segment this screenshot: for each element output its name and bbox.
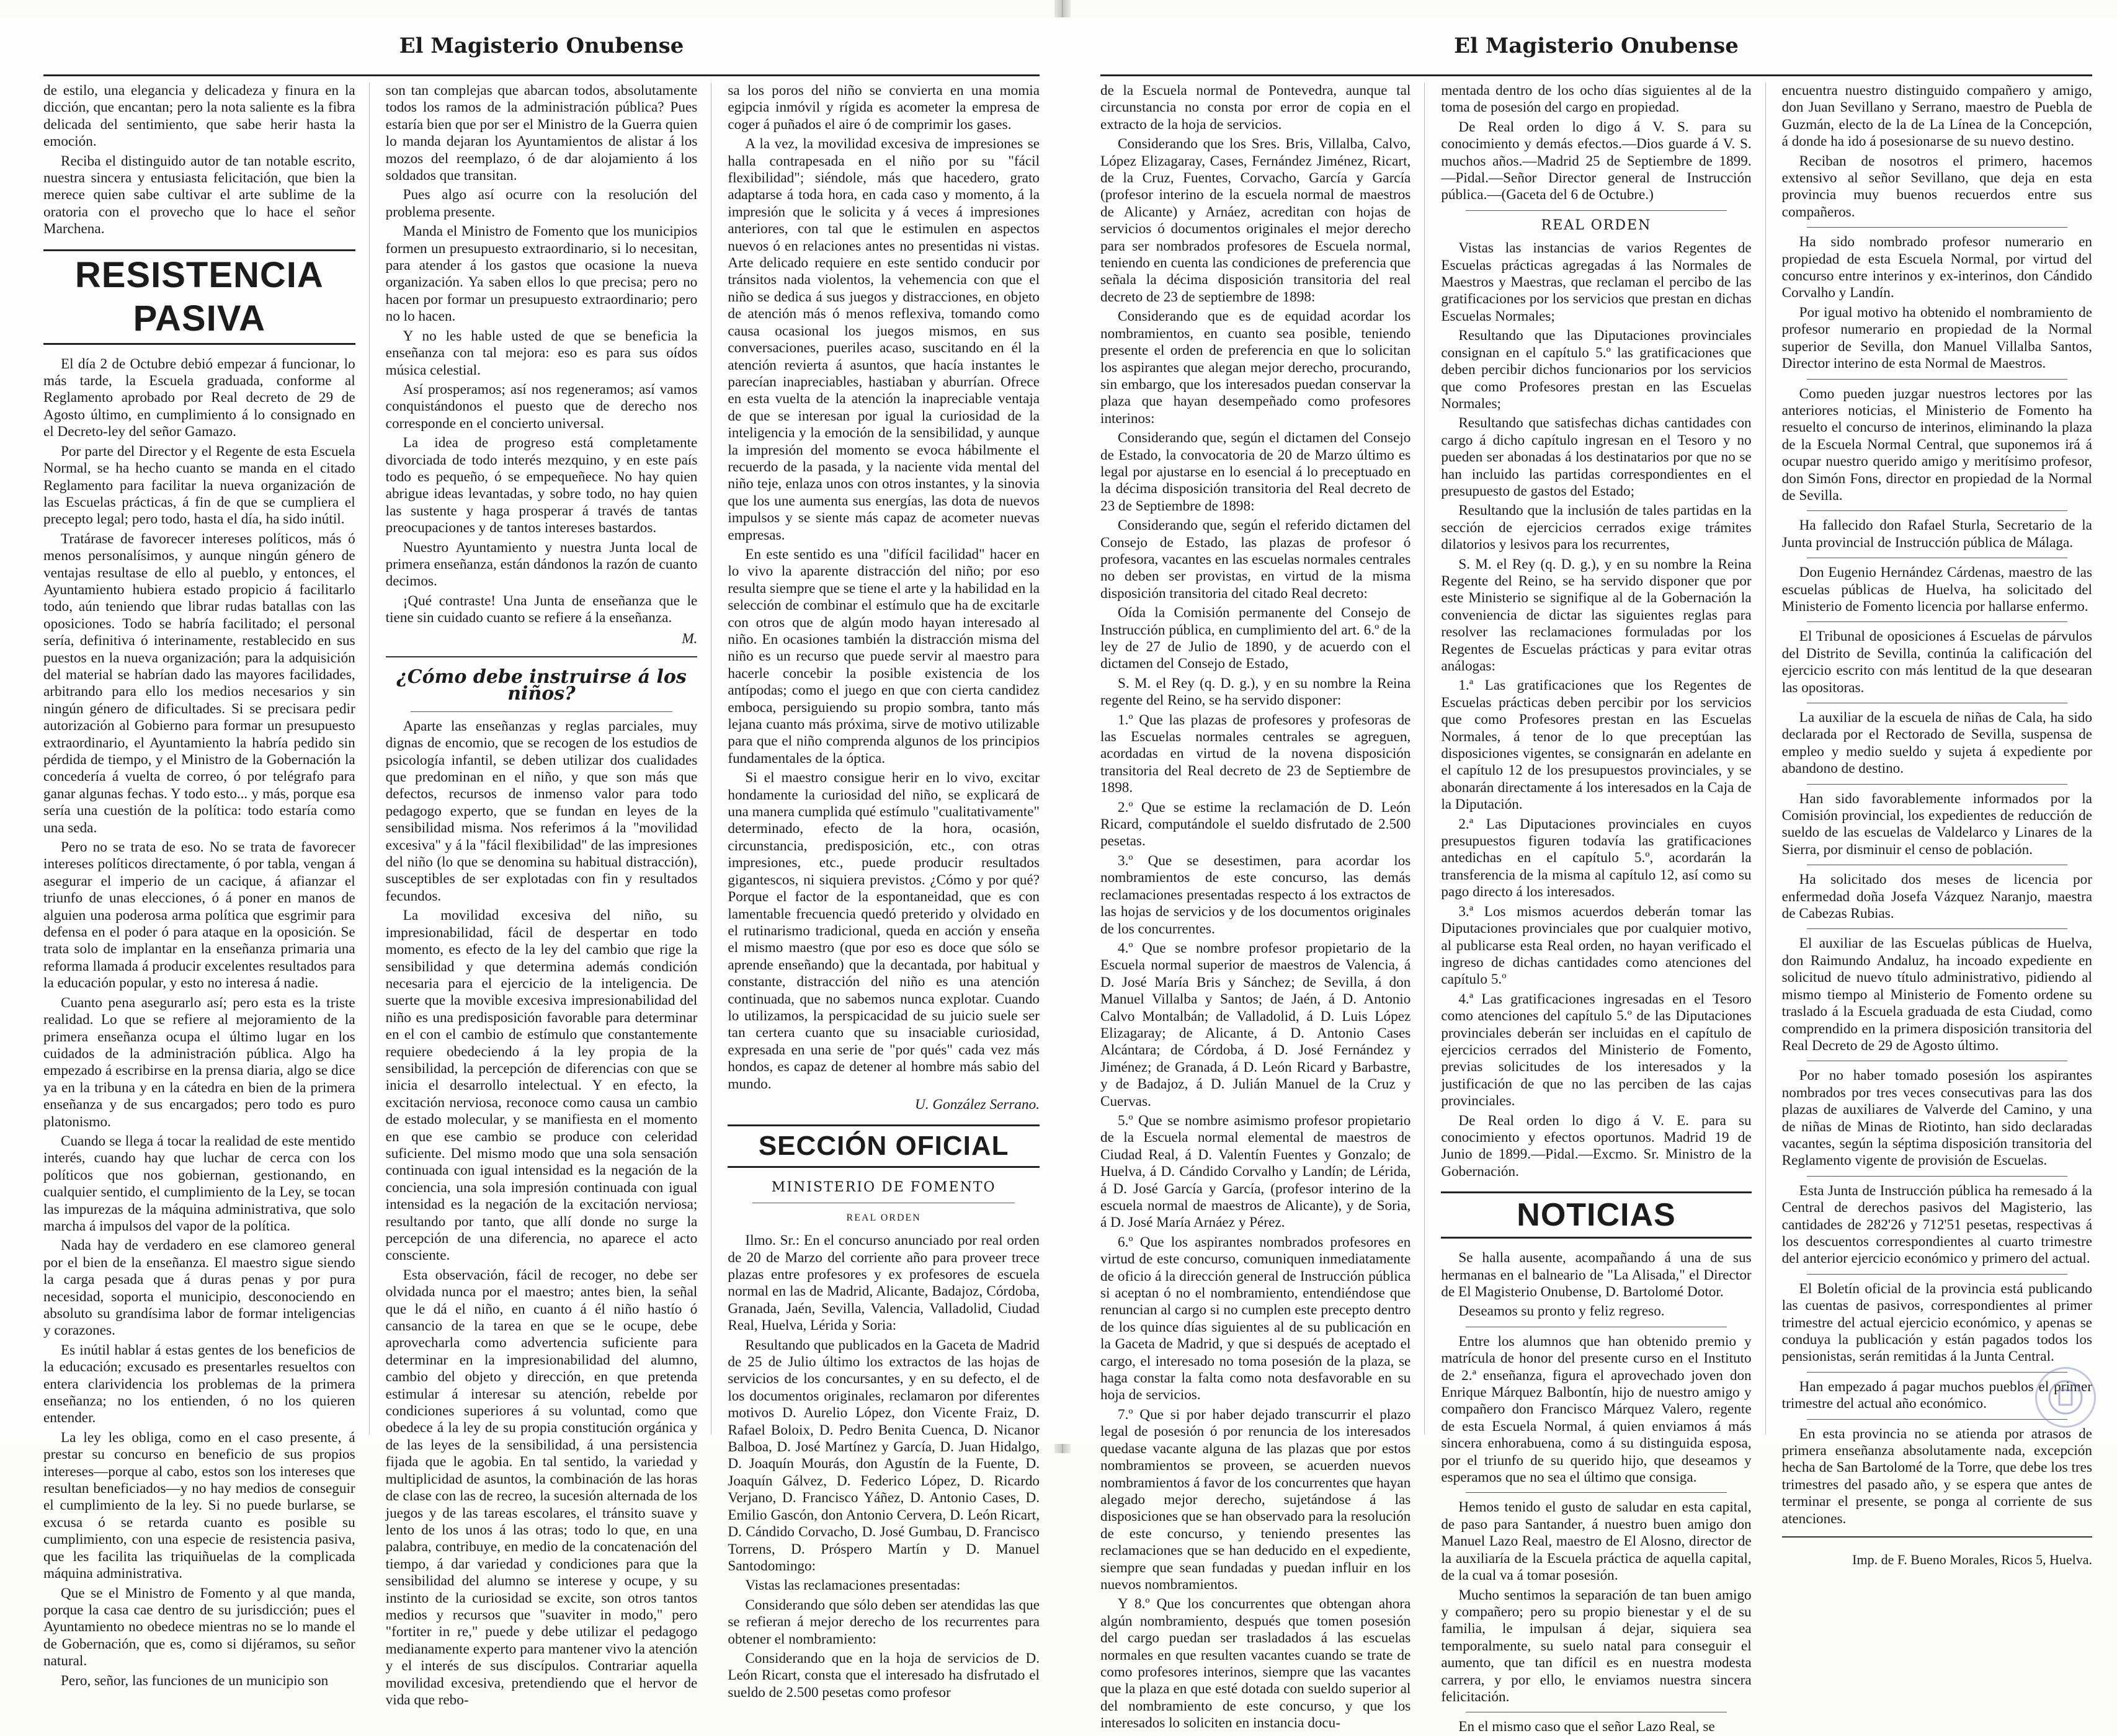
paragraph: La auxiliar de la escuela de niñas de Cala, ha sido declarada por el Rectorado de Sevilla, suspensa de empleo y medio sueldo y sujeta á expediente por abandono de destino. [1781, 710, 2092, 777]
right-column-2 [1441, 82, 1765, 1735]
paragraph: 4.ª Las gratificaciones ingresadas en el Tesoro como atenciones del capítulo 5.º de las Diputaciones provinciales deberán ser incluidas en el capítulo de ejercicios cerrados del Ministerio de Fomento, previas solicitudes de los interesados y la justificación de que no las perciben de las cajas provinciales. [1441, 990, 1752, 1110]
masthead-left [43, 17, 1040, 76]
news-divider [1807, 1372, 2067, 1373]
paragraph: Oída la Comisión permanente del Consejo de Instrucción pública, en cumplimiento del art. 6.º de la ley de 27 de Julio de 1890, y de acuerdo con el dictamen del Consejo de Estado, [1100, 605, 1411, 672]
paragraph: Reciba el distinguido autor de tan notable escrito, nuestra sincera y entusiasta felicitación, que bien la merece quien sabe cultivar el arte sublime de la oratoria con el provecho que lo hace el señor Marchena. [43, 153, 355, 238]
paragraph: Pero, señor, las funciones de un municipio son [61, 1672, 329, 1689]
paragraph: Reciban de nosotros el primero, hacemos extensivo al señor Sevillano, que deja en esta provincia muy buenos recuerdos entre sus compañeros. [1781, 153, 2092, 220]
paragraph: Se halla ausente, acompañando á una de sus hermanas en el balneario de "La Alisada," el Director de El Magisterio Onubense, D. Bartolomé Dotor. [1441, 1250, 1752, 1300]
left-column-1 [43, 82, 370, 1689]
article-signature: M. [682, 630, 698, 647]
news-divider [1807, 621, 2067, 622]
paragraph: La ley les obliga, como en el caso presente, á prestar su concurso en beneficio de sus propios intereses—porque al cabo, estos son los intereses que resultan beneficiados—y no hay medios de conseguir el cumplimiento de la ley. Si no puede burlarse, se excusa ó se retarda cuanto es posible su cumplimiento, con una especie de resistencia pasiva, que les facilita las triquiñuelas de la complicada máquina administrativa. [43, 1429, 355, 1582]
paragraph: En el mismo caso que el señor Lazo Real, se [1458, 1719, 1715, 1735]
paragraph: 2.º Que se estime la reclamación de D. León Ricard, computándole el sueldo disfrutado de 2.500 pesetas. [1100, 799, 1411, 850]
paragraph: de estilo, una elegancia y delicadeza y finura en la dicción, que encantan; pero la nota saliente es la fibra delicada del sentimiento, que sabe herir hasta la emoción. [43, 82, 355, 150]
paragraph: La movilidad excesiva del niño, su impresionabilidad, fácil de despertar en todo momento, es efecto de la ley del cambio que rige la sensibilidad y que determina además condición necesaria para el ejercicio de la inteligencia. De suerte que la movible excesiva impresionabilidad del niño es una predisposición favorable para determinar en el con el cambio de estímulo que constantemente requiere obedeciendo á la ley propia de la sensibilidad, la percepción de diferencias con que se inicia el desarrollo intelectual. Y en efecto, la excitación nerviosa, reconoce como causa un cambio de estado molecular, y se manifiesta en el momento en que ese cambio se produce con celeridad suficiente. Del mismo modo que una sola sensación continuada con igual intensidad es la negación de la conciencia, una sola impresión continuada con igual intensidad es la negación de la excitación nerviosa; resultando por tanto, que allí donde no surge la percepción de una diferencia, no aparece el acto consciente. [385, 907, 698, 1264]
paragraph: Por igual motivo ha obtenido el nombramiento de profesor numerario en propiedad de la Normal superior de Sevilla, don Manuel Villalba Santos, Director interino de esta Normal de Maestros. [1781, 304, 2092, 372]
paragraph: 5.º Que se nombre asimismo profesor propietario de la Escuela normal elemental de maestros de Ciudad Real, á D. Valentín Fuentes y Gonzalo; de Huelva, á D. Cándido Corvalho y Landín; de Lérida, á D. José García y García, (profesor interino de la escuela normal de maestros de Alicante), y de Soria, á D. José María Arnáez y Pérez. [1100, 1112, 1411, 1231]
seal-emblem-icon [2047, 1379, 2084, 1416]
paragraph: 1.º Que las plazas de profesores y profesoras de las Escuelas normales centrales se agreguen, acordadas en virtud de la novena disposición transitoria del Real decreto de 23 de Septiembre de 1898. [1100, 711, 1411, 796]
paragraph: Hemos tenido el gusto de saludar en esta capital, de paso para Santander, á nuestro buen amigo don Manuel Lazo Real, maestro de El Alosno, director de la auxiliaría de la Escuela práctica de aquella capital, de la cual va á tomar posesión. [1441, 1499, 1752, 1584]
order-label: REAL ORDEN [1541, 217, 1652, 233]
paragraph: de la Escuela normal de Pontevedra, aunque tal circunstancia no consta por error de copia en el extracto de la hoja de servicios. [1100, 82, 1411, 133]
paragraph: S. M. el Rey (q. D. g.), y en su nombre la Reina Regente del Reino, se ha servido disponer que por este Ministerio se signifique al de la Gobernación la conveniencia de dictar las siguientes reglas para resolver las reclamaciones formuladas por los Regentes de Escuelas prácticas y para evitar otras análogas: [1441, 556, 1752, 674]
news-divider [1807, 784, 2067, 785]
paragraph: Considerando que en la hoja de servicios de D. León Ricart, consta que el interesado ha disfrutado el sueldo de 2.500 pesetas como profesor [728, 1650, 1040, 1701]
ministry-heading: MINISTERIO DE FOMENTO [771, 1180, 996, 1196]
paragraph: ¡Qué contraste! Una Junta de enseñanza que le tiene sin cuidado cuanto se refiere á la enseñanza. [385, 592, 698, 626]
paragraph: El Boletín oficial de la provincia está publicando las cuentas de pasivos, correspondientes al primer trimestre del actual ejercicio económico, y apenas se conduya la publicación y están pagados todos los pensionistas, serán remitidas á la Junta Central. [1781, 1280, 2092, 1365]
paragraph: Por no haber tomado posesión los aspirantes nombrados por tres veces consecutivas para las dos plazas de auxiliares de Valverde del Camino, y una de niñas de Minas de Riotinto, han sido declaradas vacantes, según la séptima disposición transitoria del Reglamento vigente de provisión de Escuelas. [1781, 1067, 2092, 1169]
paragraph: Es inútil hablar á estas gentes de los beneficios de la educación; excusado es presentarles resueltos con entera clarividencia los problemas de la primera enseñanza; no los entienden, ó no los quieren entender. [43, 1342, 355, 1427]
paragraph: 3.ª Los mismos acuerdos deberán tomar las Diputaciones provinciales que por cualquier motivo, al publicarse esta Real orden, no hayan verificado el ingreso de dichas cantidades como atenciones del capítulo 5.º [1441, 903, 1752, 988]
paragraph: Entre los alumnos que han obtenido premio y matrícula de honor del presente curso en el Instituto de 2.ª enseñanza, figura el aprovechado joven don Enrique Márquez Balbontín, hijo de nuestro amigo y compañero don Francisco Márquez Valero, regente de esta Escuela Normal, á quien enviamos á más sincera enhorabuena, como á su distinguida esposa, por el triunfo de su querido hijo, que deseamos y esperamos que no sea el último que consiga. [1441, 1333, 1752, 1486]
paragraph: Nuestro Ayuntamiento y nuestra Junta local de primera enseñanza, están dándonos la razón de cuanto decimos. [385, 539, 698, 590]
left-column-2 [385, 82, 712, 1708]
news-heading: NOTICIAS [1441, 1191, 1751, 1239]
intro-text [43, 82, 355, 238]
paragraph: Y no les hable usted de que se beneficia la enseñanza con tal mejora: eso es para sus oídos música celestial. [385, 327, 698, 378]
paragraph: La idea de progreso está completamente divorciada de todo interés mezquino, y en este país todo es pequeño, ó se empequeñece. No hay quien abrigue ideas levantadas, y sobre todo, no hay quien las sustente y haga prosperar á través de tantas preocupaciones y de tantos intereses bastardos. [385, 435, 698, 536]
paragraph: Ha solicitado dos meses de licencia por enfermedad doña Josefa Vázquez Naranjo, maestra de Cabezas Rubias. [1781, 871, 2092, 922]
heading-divider [411, 711, 673, 712]
paragraph: Han empezado á pagar muchos pueblos el primer trimestre del actual año económico. [1781, 1378, 2092, 1412]
paragraph: Esta observación, fácil de recoger, no debe ser olvidada nunca por el maestro; antes bien, la señal que le dá el niño, en cuanto á él niño hastío ó cansancio de la tarea en que se le ocupe, debe aprovecharla como advertencia suficiente para determinar en la impresionabilidad del alumno, cambio del objeto y dirección, en que pretenda estimular á interesar su atención, rebelde por condiciones superiores á su voluntad, como que obedece á la ley de su propia constitución orgánica y de las leyes de la sensibilidad, á una persistencia fijada que le agobia. En tal sentido, la variedad y multiplicidad de asuntos, la combinación de las horas de clase con las de recreo, la sucesión alternada de los juegos y de las tareas escolares, el tránsito suave y lento de los unos á las otras; todo lo que, en una palabra, contribuye, en medio de la concatenación del tiempo, á dar variedad y condiciones para que la sensibilidad del alumno se interese y ocupe, y su instinto de la curiosidad se excite, son otros tantos medios y recursos que "suaviter in modo," pero "fortiter in re," puede y debe utilizar el pedagogo medianamente experto para mantener vivo la atención y el interés de sus discípulos. Contrariar aquella movilidad excesiva, pretendiendo que el hervor de vida que rebo- [385, 1266, 698, 1708]
paragraph: Y 8.º Que los concurrentes que obtengan ahora algún nombramiento, después que tomen posesión del cargo puedan ser trasladados á las escuelas normales en que resulten vacantes cuando se trate de como profesores interinos, siempre que las vacantes que la plaza en que esté dotada con sueldo superior al del nombramiento de este concurso, y que los interesados lo soliciten en instancia docu- [1100, 1596, 1411, 1732]
paragraph: Don Eugenio Hernández Cárdenas, maestro de las escuelas públicas de Huelva, ha solicitado del Ministerio de Fomento licencia por hallarse enfermo. [1781, 564, 2092, 615]
paragraph: Si el maestro consigue herir en lo vivo, excitar hondamente la curiosidad del niño, se explicará de una manera cumplida qué estímulo "cualitativamente" determinado, efecto de la hora, ocasión, circunstancia, predisposición, etc., con otras impresiones, etc., puede producir resultados gigantescos, ni siquiera previstos. ¿Cómo y por qué? Porque el factor de la espontaneidad, que es con lamentable frecuencia quedó preterido y olvidado en el rutinarismo tradicional, queda en acción y enseña el mismo maestro (que por eso es doce que sólo se aprende enseñando) que la decantada, por habitual y constante, distracción del niño es una atención continuada, que no sabemos nunca explotar. Cuando lo utilizamos, la perspicacidad de su juicio suele ser tan certera cuanto que su insaciable curiosidad, expresada en una serie de "por qués" cada vez más hondos, es capaz de detener al hombre más sabio del mundo. [728, 770, 1040, 1092]
paragraph: 4.º Que se nombre profesor propietario de la Escuela normal superior de maestros de Valencia, á D. José María Bris y Sánchez; de Sevilla, á don Manuel Villalba y Santos; de Jaén, á D. Antonio Calvo Montalbán; de Valladolid, á D. Luis López Elizagaray; de Alicante, á D. Antonio Cases Alcántara; de Córdoba, á D. José Fernández y Jiménez; de Granada, á D. León Ricard y Barbastre, y de Badajoz, á D. Julián Manuel de la Cruz y Cuervas. [1100, 940, 1411, 1110]
left-page [0, 17, 1062, 1708]
section-heading: SECCIÓN OFICIAL [728, 1124, 1040, 1168]
paragraph: Considerando que, según el referido dictamen del Consejo de Estado, las plazas de profesor ó profesora, vacantes en las escuelas normales centrales no deben ser provistas, en virtud de la misma disposición transitoria del citado Real decreto: [1100, 517, 1411, 602]
left-column-3 [728, 82, 1040, 1701]
news-divider [1807, 227, 2067, 228]
paragraph: Nada hay de verdadero en ese clamoreo general por el bien de la enseñanza. El maestro sigue siendo la carga pesada que á duras penas y por pura necesidad, soporta el municipio, desconociendo en absoluto su grandísima labor de formar inteligencias y corazones. [43, 1237, 355, 1339]
paragraph: Deseamos su pronto y feliz regreso. [1458, 1303, 1665, 1320]
paragraph: 2.ª Las Diputaciones provinciales en cuyos presupuestos figuren todavía las gratificaciones antedichas en el capítulo 5.º, acordarán la transferencia de la misma al capítulo 12, así como su pago directo á los interesados. [1441, 816, 1752, 901]
news-divider [1807, 928, 2067, 929]
paragraph: 1.ª Las gratificaciones que los Regentes de Escuelas prácticas deben percibir por los servicios que como Profesores prestan en las Escuelas Normales, á tenor de lo que preceptúan las disposiciones vigentes, se consignarán en adelante en el capítulo 12 de los presupuestos provinciales, y se abonarán directamente á los interesados en la Caja de la Diputación. [1441, 677, 1752, 813]
paragraph: En esta provincia no se atienda por atrasos de primera enseñanza absolutamente nada, excepción hecha de San Bartolomé de la Torre, que debe los tres trimestres del pasado año, y se espera que antes de terminar el presente, se ponga al corriente de sus atenciones. [1781, 1425, 2092, 1527]
paragraph: Ha sido nombrado profesor numerario en propiedad de esta Escuela Normal, por virtud del concurso entre interinos y ex-interinos, don Cándido Corvalho y Landín. [1781, 234, 2092, 301]
newspaper-title: El Magisterio Onubense [399, 33, 684, 58]
paragraph: Resultando que la inclusión de tales partidas en la sección de ejercicios cerrados exige trámites dilatorios y lesivos para los recurrentes, [1441, 502, 1752, 553]
news-divider [1807, 1274, 2067, 1275]
paragraph: Pero no se trata de eso. No se trata de favorecer intereses políticos directamente, ó por tabla, vengan á asegurar el imperio de un cacique, á afianzar el triunfo de unas elecciones, ó á poner en manos de alguien una poderosa arma política que esgrimir para defensa en el poder ó para ataque en la oposición. Se trata solo de implantar en la enseñanza primaria una reforma llamada á producir excelentes resultados para la educación popular, y esto no interesa á nadie. [43, 839, 355, 992]
right-column-1 [1100, 82, 1425, 1732]
paragraph: sa los poros del niño se convierta en una momia egipcia inmóvil y rígida es acometer la empresa de coger á puñados el aire ó de comprimir los gases. [728, 82, 1040, 133]
paragraph: Resultando que publicados en la Gaceta de Madrid de 25 de Julio último los extractos de las hojas de servicios de los concursantes, y en su defecto, el de los documentos originales, reclamaron por diferentes motivos D. Aurelio López, don Vicente Fraiz, D. Rafael Boloix, D. Pedro Benita Cuenca, D. Nicanor Balboa, D. José Martínez y García, D. Juan Hidalgo, D. Joaquín Mourás, don Agustín de la Fuente, D. Joaquín Gálvez, D. Federico López, D. Ricardo Verjano, D. Francisco Yáñez, D. Antonio Cases, D. Emilio Gascón, don Antonio Cervera, D. León Ricart, D. Cándido Corvacho, D. José Gumbau, D. Francisco Torrens, D. Próspero Martín y D. Manuel Santodomingo: [728, 1337, 1040, 1574]
paragraph: Considerando que sólo deben ser atendidas las que se refieran á mejor derecho de los recurrentes para obtener el nombramiento: [728, 1596, 1040, 1647]
paragraph: Así prosperamos; así nos regeneramos; así vamos conquistándonos el puesto que de derecho nos corresponde en el concierto universal. [385, 381, 698, 432]
paragraph: Resultando que satisfechas dichas cantidades con cargo á dicho capítulo ingresan en el Tesoro y no pueden ser abonadas á los destinatarios por que no se han incluido las partidas correspondientes en el presupuesto de gastos del Estado; [1441, 415, 1752, 499]
paragraph: El Tribunal de oposiciones á Escuelas de párvulos del Distrito de Sevilla, continúa la calificación del ejercicio escrito con más lentitud de la que desearan las opositoras. [1781, 628, 2092, 696]
paragraph: mentada dentro de los ocho días siguientes al de la toma de posesión del cargo en propiedad. [1441, 82, 1752, 116]
news-divider [1807, 1176, 2067, 1177]
paragraph: 6.º Que los aspirantes nombrados profesores en virtud de este concurso, comuniquen inmediatamente de oficio á la dirección general de Instrucción pública si aceptan ó no el nombramiento, entendiéndose que renuncian al cargo si no cumplen este precepto dentro de los quince días siguientes al de su publicación en la Gaceta de Madrid, y que si después de aceptado el cargo, el interesado no toma posesión de la plaza, se haga constar la falta como nota desfavorable en su hoja de servicios. [1100, 1234, 1411, 1404]
paragraph: Que se el Ministro de Fomento y al que manda, porque la casa cae dentro de su jurisdicción; pues el Ayuntamiento no obedece mientras no se lo mande el de Gobernación, que es, como si dijéramos, su señor natural. [43, 1585, 355, 1670]
paragraph: De Real orden lo digo á V. E. para su conocimiento y efectos oportunos. Madrid 19 de Junio de 1899.—Pidal.—Excmo. Sr. Ministro de la Gobernación. [1441, 1112, 1752, 1180]
paragraph: Han sido favorablemente informados por la Comisión provincial, los expedientes de reducción de sueldo de las escuelas de Valdelarco y Linares de la Sierra, por disminuir el censo de población. [1781, 790, 2092, 858]
footer-divider [1782, 1536, 2092, 1538]
paragraph: 3.º Que se desestimen, para acordar los nombramientos de este concurso, las demás reclamaciones presentadas respecto á los extractos de las hojas de servicios y de los documentos originales de los concurrentes. [1100, 852, 1411, 937]
paragraph: Ha fallecido don Rafael Sturla, Secretario de la Junta provincial de Instrucción pública de Málaga. [1781, 517, 2092, 551]
paragraph: Como pueden juzgar nuestros lectores por las anteriores noticias, el Ministerio de Fomento ha resuelto el concurso de interinos, eliminando la plaza de la Escuela Normal Central, que suponemos irá á ocupar nuestro querido amigo y meritísimo profesor, don Simón Fons, director en propiedad de la Normal de Sevilla. [1781, 385, 2092, 504]
paragraph: Mucho sentimos la separación de tan buen amigo y compañero; pero su propio bienestar y el de su familia, le impulsan á dejar, siquiera sea temporalmente, su suelo natal para conseguir el aumento, que tan difícil es en nuestra modesta carrera, y por ello, le enviamos nuestra sincera felicitación. [1441, 1587, 1752, 1705]
masthead-right [1100, 17, 2092, 76]
library-seal-icon [2035, 1367, 2096, 1428]
paragraph: Resultando que las Diputaciones provinciales consignan en el capítulo 5.º las gratificaciones que deben percibir dichos funcionarios por los servicios que como Profesores prestan en las Escuelas Normales; [1441, 327, 1752, 412]
paragraph: A la vez, la movilidad excesiva de impresiones se halla contrapesada en el niño por su "fácil flexibilidad"; siéndole, más que hacedero, grato adaptarse á toda hora, en cada caso y momento, á la impresión que le solicita y á veces á impresiones anteriores, con tal que le estimulen en aspectos nuevos ó en relaciones antes no presentidas ni vistas. Arte delicado requiere en este sentido conducir por tránsitos nada violentos, la vehemencia con que el niño se dedica á sus juegos y distracciones, en objeto de atención más ó menos reflexiva, tomando como causa ocasional los juegos mismos, en sus conversaciones, pueriles acaso, suscitando en él la atención revierta á asuntos, que hacía instantes le parecían inapreciables, hastiaban y aburrían. Ofrece en esta vuelta de la atención la inapreciable ventaja de que se interesan por igual la curiosidad de la inteligencia y la emoción de la sensibilidad, y aunque la impresión del momento se evoca hábilmente el recuerdo de la pasada, y la naciente vida mental del niño teje, enlaza unos con otros instantes, y la sinovia que los une aumenta sus energías, las dota de nuevos impulsos y se siente más capaz de acometer nuevas empresas. [728, 136, 1040, 543]
paragraph: Tratárase de favorecer intereses políticos, más ó menos personalísimos, y aunque ningún género de ventajas resultase de ello al pueblo, y entonces, el Ayuntamiento hubiera estado propicio á facilitarlo todo, aún teniendo que librar rudas batallas con las oposiciones. Todo se habría facilitado; el personal sería, definitiva ó interinamente, restablecido en sus puestos en la nueva organización; para la adquisición del material se habrían dado las mayores facilidades, arbitrando para ello los medios necesarios y sin ningún género de dificultades. Si se precisara pedir autorización al Gobierno para formar un presupuesto extraordinario, el Ayuntamiento la habría pedido sin pérdida de tiempo, y el Ministro de la Gobernación la concedería á vuelta de correo, ó por telégrafo para ganar algunas fechas. Y todo esto... y más, porque esa sería una cuestión de la política: todo estaría como una seda. [43, 530, 355, 836]
paragraph: En este sentido es una "difícil facilidad" hacer en lo vivo la aparente distracción del niño; por eso resulta siempre que se tiene el arte y la habilidad en la selección de combinar el estímulo que ha de excitarle con otros que de algún modo hayan interesado al niño. En ocasiones también la distracción misma del niño es un recurso que puede servir al maestro para hacerle concebir la posible existencia de los antípodas; como el juego en que con cierta candidez emboca, persiguiendo su propio sombra, tanto más lejana cuanto más próxima, sirve de motivo utilizable para que el niño comprenda algunos de los principios fundamentales de la óptica. [728, 546, 1040, 767]
paragraph: De Real orden lo digo á V. S. para su conocimiento y demás efectos.—Dios guarde á V. S. muchos años.—Madrid 25 de Septiembre de 1899. —Pidal.—Señor Director general de Instrucción pública.—(Gaceta del 6 de Octubre.) [1441, 118, 1752, 203]
paragraph: S. M. el Rey (q. D. g.), y en su nombre la Reina regente del Reino, se ha servido disponer: [1100, 675, 1411, 709]
paragraph: Ilmo. Sr.: En el concurso anunciado por real orden de 20 de Marzo del corriente año para proveer trece plazas entre profesores y ex profesores de escuela normal en las de Madrid, Alicante, Badajoz, Córdoba, Granada, Jaén, Sevilla, Valencia, Valladolid, Ciudad Real, Huelva, Lérida y Soria: [728, 1232, 1040, 1334]
paragraph: Considerando que es de equidad acordar los nombramientos, en cuanto sea posible, teniendo presente el orden de preferencia en que lo solicitan los aspirantes que alegan mejor derecho, procurando, sin embargo, que los interesados puedan conservar la plaza que hayan desempeñado como profesores interinos: [1100, 308, 1411, 427]
paragraph: El día 2 de Octubre debió empezar á funcionar, lo más tarde, la Escuela graduada, conforme al Reglamento aprobado por Real decreto de 29 de Agosto último, en cumplimiento á lo consignado en el Decreto-ley del señor Gamazo. [43, 355, 355, 440]
news-divider [1807, 510, 2067, 511]
article-heading: RESISTENCIA PASIVA [43, 249, 355, 345]
paragraph: Aparte las enseñanzas y reglas parciales, muy dignas de encomio, que se recogen de los estudios de psicología infantil, se deben utilizar dos cualidades que predominan en el niño, y que son más que defectos, recursos de inmenso valor para todo pedagogo experto, que se fundan en leyes de la sensibilidad misma. Nos referimos á la "movilidad excesiva" y á la "fácil flexibilidad" de las impresiones del niño (lo que se denomina su habitual distracción), susceptibles de ser explotadas con fin y resultados fecundos. [385, 718, 698, 904]
section-divider [1466, 210, 1726, 211]
paragraph: Vistas las reclamaciones presentadas: [745, 1577, 961, 1594]
paragraph: 7.º Que si por haber dejado transcurrir el plazo legal de posesión ó por renuncia de los interesados quedase vacante alguna de las plazas que por estos nombramientos se proveen, se acuerden nuevos nombramientos á favor de los concurrentes que hayan alegado mejor derecho, sujetándose á las disposiciones que se han observado para la resolución de este concurso, y teniendo presentes las reclamaciones que se han deducido en el expediente, siempre que sean fundadas y puedan influir en los nuevos nombramientos. [1100, 1406, 1411, 1593]
article-body [43, 356, 355, 1689]
paragraph: Manda el Ministro de Fomento que los municipios formen un presupuesto extraordinario, si lo necesitan, para atender á los gastos que ocasione la nueva organización. Ya saben ellos lo que precisa; pero no hacen por formar un presupuesto extraordinario; pero no lo hacen. [385, 223, 698, 325]
article-signature: U. González Serrano. [915, 1096, 1040, 1113]
article-heading: ¿Cómo debe instruirse á los niños? [396, 666, 687, 705]
news-divider [1807, 379, 2067, 380]
news-divider [1466, 1492, 1726, 1493]
section-divider [386, 656, 698, 657]
paragraph: Por parte del Director y el Regente de esta Escuela Normal, se ha hecho cuanto se manda en el citado Reglamento para facilitar la nueva organización de las Escuelas prácticas, á fin de que se cumpliera el precepto legal; pero todo, hasta el día, ha sido inútil. [43, 443, 355, 528]
paragraph: son tan complejas que abarcan todos, absolutamente todos los ramos de la administración pública? Pues estaría bien que por ser el Ministro de la Guerra quien lo manda dejaran los Ayuntamientos de alistar á los mozos del reemplazo, ó de dar alojamiento á los soldados que transitan. [385, 82, 698, 184]
order-label: REAL ORDEN [846, 1212, 921, 1223]
paragraph: El auxiliar de las Escuelas públicas de Huelva, don Raimundo Andaluz, ha incoado expediente en solicitud de nuevo título administrativo, pidiendo al mismo tiempo al Ministerio de Fomento ordene su traslado á la Escuela graduada de esta Ciudad, como comprendido en la primera disposición transitoria del Real Decreto de 29 de Agosto último. [1781, 935, 2092, 1054]
paragraph: Esta Junta de Instrucción pública ha remesado á la Central de derechos pasivos del Magisterio, las cantidades de 282'26 y 712'51 pesetas, respectivas á los descuentos correspondientes al cuarto trimestre del anterior ejercicio económico y primero del actual. [1781, 1182, 2092, 1267]
right-column-3 [1781, 82, 2092, 1568]
paragraph: Considerando que los Sres. Bris, Villalba, Calvo, López Elizagaray, Cases, Fernández Jiménez, Ricart, de la Cruz, Fuentes, Corvacho, García y García (profesor interino de la escuela normal de maestros de Alicante) y Arnáez, acreditan con hojas de servicios ó documentos originales el mejor derecho para ser nombrados profesores de Escuela normal, teniendo en cuenta las condiciones de preferencia que señala la décima disposición transitoria del real decreto de 23 de septiembre de 1898: [1100, 136, 1411, 305]
paragraph: Cuanto pena asegurarlo así; pero esta es la triste realidad. Lo que se refiere al mejoramiento de la primera enseñanza ocupa el último lugar en los cuidados de la administración pública. Algo ha empezado á escribirse en la prensa diaria, algo se dice ya en la tribuna y en la cátedra en bien de la primera enseñanza y de sus encargados; pero todo es puro platonismo. [43, 994, 355, 1130]
paragraph: encuentra nuestro distinguido compañero y amigo, don Juan Sevillano y Serrano, maestro de Puebla de Guzmán, electo de la de La Línea de la Concepción, á donde ha ido á posesionarse de su nuevo destino. [1781, 82, 2092, 150]
printer-imprint: Imp. de F. Bueno Morales, Ricos 5, Huelva. [1852, 1552, 2092, 1568]
right-page [1062, 17, 2117, 1735]
paragraph: Cuando se llega á tocar la realidad de este mentido interés, cuando hay que luchar de cerca con los políticos que nos gobiernan, gestionando, en cualquier sentido, el cumplimiento de la Ley, se tocan las impurezas de la máquina administrativa, que solo marcha á impulsos del vapor de la política. [43, 1133, 355, 1234]
news-divider [1807, 1419, 2067, 1420]
paragraph: Considerando que, según el dictamen del Consejo de Estado, la convocatoria de 20 de Marzo último es legal por ajustarse en lo esencial á lo preceptuado en la décima disposición transitoria del Real decreto de 23 de Septiembre de 1898: [1100, 430, 1411, 514]
paragraph: Pues algo así ocurre con la resolución del problema presente. [385, 187, 698, 220]
newspaper-title: El Magisterio Onubense [1454, 33, 1739, 58]
paragraph: Vistas las instancias de varios Regentes de Escuelas prácticas agregadas á las Normales de Maestros y Maestras, que reclaman el percibo de las gratificaciones por los servicios que prestan en dichas Escuelas Normales; [1441, 240, 1752, 324]
